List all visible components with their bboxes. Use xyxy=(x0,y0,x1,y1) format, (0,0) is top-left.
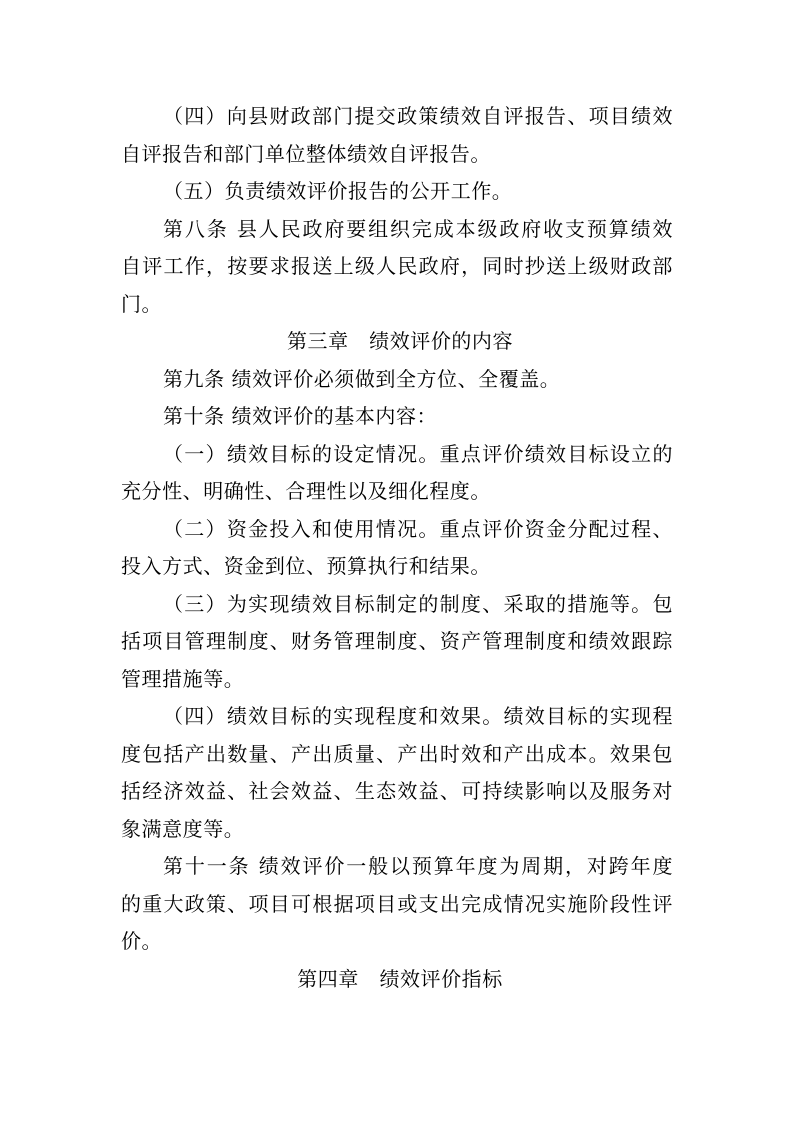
paragraph-line: 括项目管理制度、财务管理制度、资产管理制度和绩效跟踪 xyxy=(121,629,673,653)
paragraph-line: 象满意度等。 xyxy=(121,816,245,841)
paragraph-line: 第十一条 绩效评价一般以预算年度为周期，对跨年度 xyxy=(163,854,673,878)
paragraph-line: （三）为实现绩效目标制定的制度、采取的措施等。包 xyxy=(163,591,673,616)
paragraph-line: 自评工作，按要求报送上级人民政府，同时抄送上级财政部 xyxy=(121,254,673,278)
paragraph-line: 门。 xyxy=(121,291,163,316)
paragraph-line: 括经济效益、社会效益、生态效益、可持续影响以及服务对 xyxy=(121,779,673,803)
document-body xyxy=(121,98,673,998)
paragraph-line: （二）资金投入和使用情况。重点评价资金分配过程、 xyxy=(163,516,673,541)
paragraph-line: 第八条 县人民政府要组织完成本级政府收支预算绩效 xyxy=(163,216,673,241)
paragraph-line: 的重大政策、项目可根据项目或支出完成情况实施阶段性评 xyxy=(121,891,673,916)
paragraph-line: （一）绩效目标的设定情况。重点评价绩效目标设立的 xyxy=(163,441,673,466)
paragraph-line: （五）负责绩效评价报告的公开工作。 xyxy=(163,179,513,203)
paragraph-line: 充分性、明确性、合理性以及细化程度。 xyxy=(121,479,491,503)
paragraph-line: 自评报告和部门单位整体绩效自评报告。 xyxy=(121,141,491,166)
paragraph-line: 价。 xyxy=(121,929,163,953)
paragraph-line: （四）绩效目标的实现程度和效果。绩效目标的实现程 xyxy=(163,704,673,728)
paragraph-line: 投入方式、资金到位、预算执行和结果。 xyxy=(121,554,491,578)
paragraph-line: 度包括产出数量、产出质量、产出时效和产出成本。效果包 xyxy=(121,741,673,766)
paragraph-line: 管理措施等。 xyxy=(121,666,245,691)
chapter-heading: 第三章 绩效评价的内容 xyxy=(286,329,514,353)
paragraph-line: （四）向县财政部门提交政策绩效自评报告、项目绩效 xyxy=(163,104,673,128)
paragraph-line: 第十条 绩效评价的基本内容： xyxy=(163,404,438,428)
chapter-heading: 第四章 绩效评价指标 xyxy=(297,966,503,991)
paragraph-line: 第九条 绩效评价必须做到全方位、全覆盖。 xyxy=(163,366,561,391)
